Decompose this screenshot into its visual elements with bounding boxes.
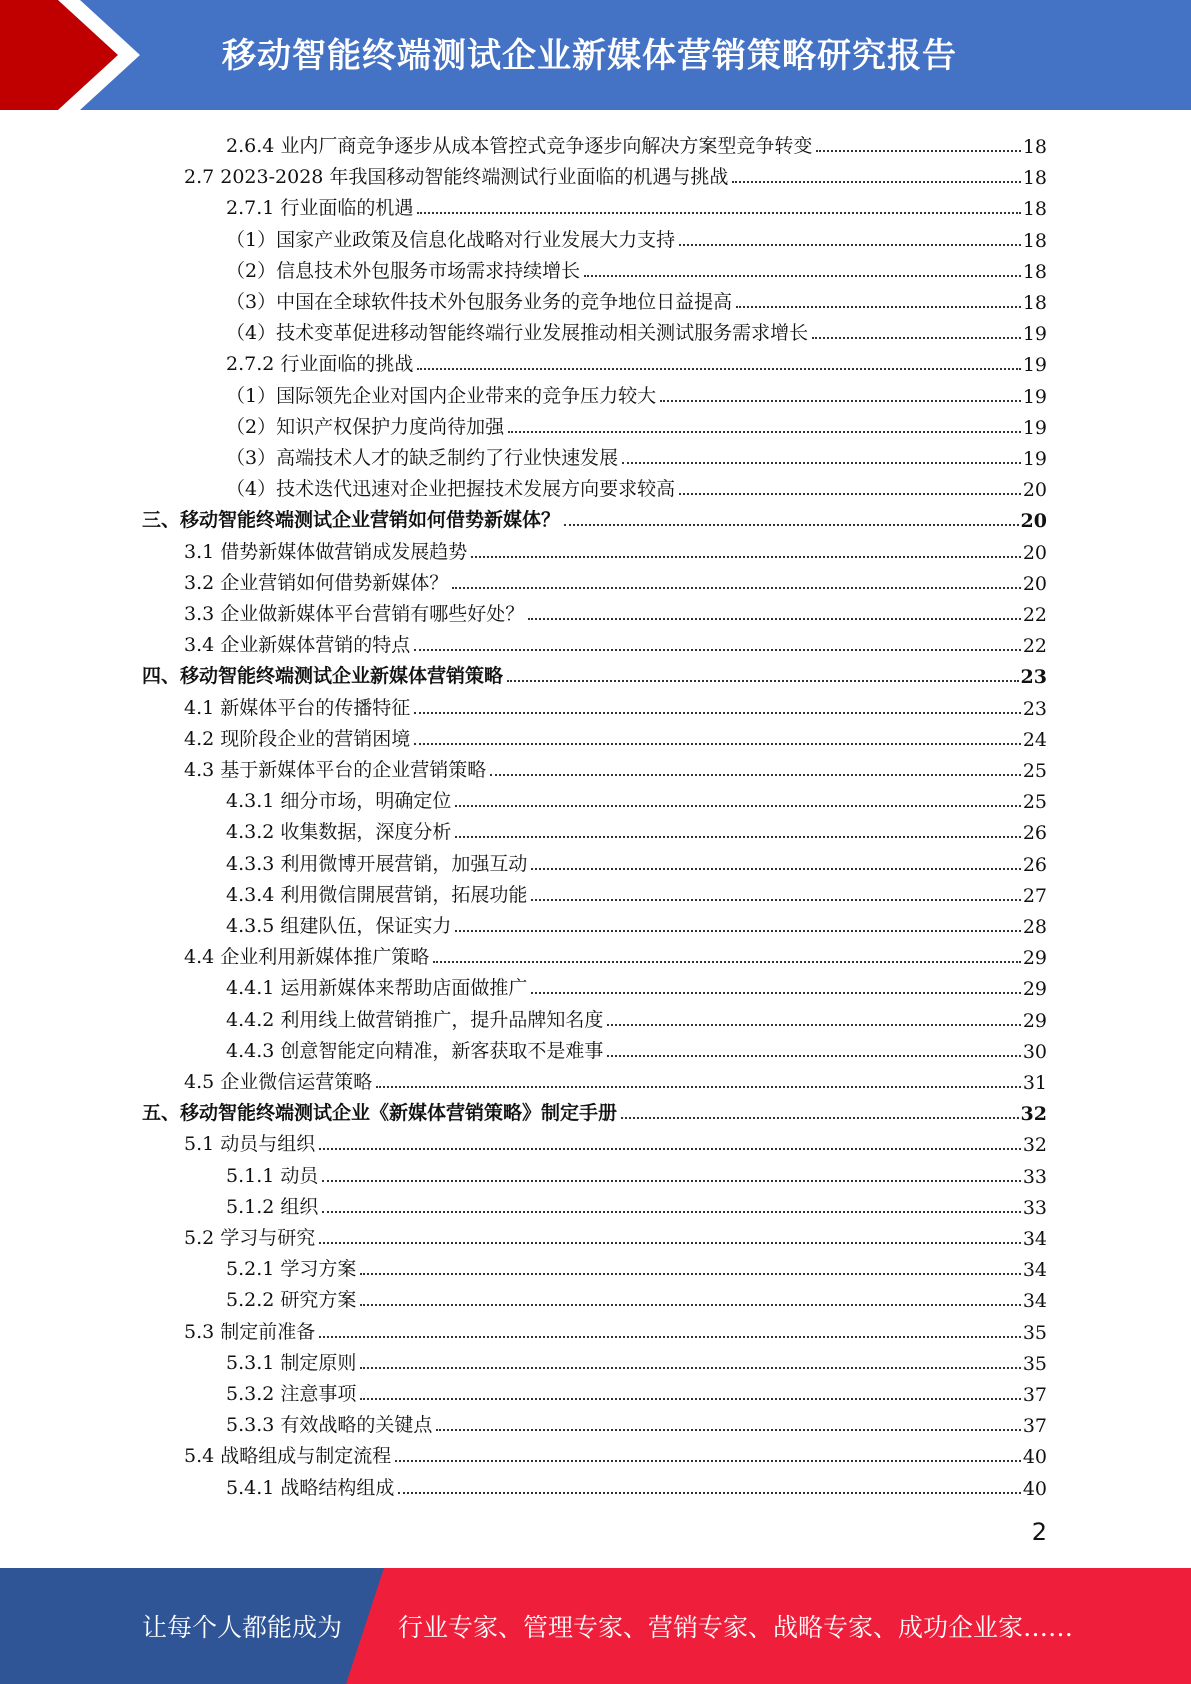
toc-entry[interactable] — [226, 127, 1047, 158]
toc-entry-label: 4.3.3 利用微博开展营销，加强互动 — [226, 852, 528, 875]
toc-entry[interactable] — [226, 408, 1047, 439]
toc-entry-page: 29 — [1022, 1009, 1047, 1032]
toc-entry-label: 4.5 企业微信运营策略 — [184, 1071, 373, 1093]
toc-entry-page: 27 — [1022, 884, 1047, 907]
toc-entry[interactable] — [226, 876, 1047, 907]
toc-entry[interactable] — [226, 1281, 1047, 1312]
toc-entry-label: （1）国家产业政策及信息化战略对行业发展大力支持 — [226, 228, 676, 251]
toc-dot-leader — [417, 368, 1020, 370]
toc-entry[interactable] — [226, 283, 1047, 314]
toc-entry-label: 5.2.2 研究方案 — [226, 1289, 357, 1312]
toc-entry-page: 25 — [1022, 791, 1047, 814]
toc-entry[interactable] — [226, 189, 1047, 220]
toc-dot-leader — [433, 961, 1021, 963]
toc-entry-page: 25 — [1022, 760, 1047, 782]
toc-entry-page: 20 — [1020, 510, 1047, 533]
toc-dot-leader — [621, 1117, 1019, 1119]
toc-entry[interactable] — [226, 439, 1047, 470]
red-chevron-arrow-icon — [0, 0, 118, 110]
toc-entry-label: 5.4 战略组成与制定流程 — [184, 1445, 392, 1468]
toc-entry[interactable] — [142, 657, 1047, 688]
toc-entry[interactable] — [184, 720, 1047, 751]
toc-entry-page: 18 — [1022, 136, 1047, 158]
toc-entry[interactable] — [226, 470, 1047, 501]
toc-entry-page: 29 — [1022, 978, 1047, 1001]
toc-entry-label: （4）技术迭代迅速对企业把握技术发展方向要求较高 — [226, 478, 676, 501]
toc-entry-page: 28 — [1022, 916, 1047, 938]
toc-entry[interactable] — [226, 345, 1047, 376]
toc-entry-page: 22 — [1022, 635, 1047, 658]
toc-entry[interactable] — [184, 595, 1047, 626]
toc-entry-label: 5.4.1 战略结构组成 — [226, 1476, 395, 1499]
toc-entry[interactable] — [226, 1188, 1047, 1219]
toc-entry[interactable] — [226, 1032, 1047, 1063]
toc-dot-leader — [736, 306, 1021, 308]
toc-entry-label: （3）高端技术人才的缺乏制约了行业快速发展 — [226, 447, 619, 469]
toc-entry-label: 4.3.5 组建队伍，保证实力 — [226, 915, 452, 937]
toc-dot-leader — [607, 1055, 1020, 1057]
toc-entry-label: 4.4.3 创意智能定向精准，新客获取不是难事 — [226, 1039, 604, 1062]
toc-entry-page: 24 — [1022, 728, 1047, 751]
footer-slogan-left: 让每个人都能成为 — [142, 1613, 343, 1642]
toc-dot-leader — [360, 1273, 1020, 1275]
toc-entry-label: 5.2.1 学习方案 — [226, 1258, 357, 1281]
toc-entry[interactable] — [184, 689, 1047, 720]
toc-entry-label: （3）中国在全球软件技术外包服务业务的竞争地位日益提高 — [226, 291, 733, 313]
toc-entry[interactable] — [226, 1001, 1047, 1032]
report-title: 移动智能终端测试企业新媒体营销策略研究报告 — [222, 36, 957, 76]
toc-entry-label: 2.7.1 行业面临的机遇 — [226, 197, 414, 220]
toc-dot-leader — [622, 462, 1021, 464]
toc-entry[interactable] — [226, 1250, 1047, 1281]
toc-entry-label: 4.4.1 运用新媒体来帮助店面做推广 — [226, 977, 528, 1000]
toc-entry-page: 23 — [1020, 666, 1047, 689]
footer-slogan-right: 行业专家、管理专家、营销专家、战略专家、成功企业家…… — [398, 1613, 1074, 1642]
toc-dot-leader — [816, 150, 1020, 152]
toc-dot-leader — [452, 587, 1021, 589]
page-footer — [0, 1568, 1191, 1684]
toc-entry-page: 19 — [1022, 323, 1047, 346]
toc-dot-leader — [436, 1429, 1020, 1431]
toc-entry-label: 5.2 学习与研究 — [184, 1227, 316, 1249]
toc-entry[interactable] — [184, 938, 1047, 969]
toc-entry-label: 4.3.4 利用微信開展营销，拓展功能 — [226, 883, 528, 906]
toc-entry-label: 5.1 动员与组织 — [184, 1133, 316, 1156]
toc-entry-page: 35 — [1022, 1352, 1047, 1375]
toc-entry-page: 19 — [1022, 385, 1047, 408]
toc-entry-page: 26 — [1022, 822, 1047, 845]
toc-dot-leader — [414, 712, 1021, 714]
toc-entry[interactable] — [184, 564, 1047, 595]
toc-entry[interactable] — [226, 377, 1047, 408]
toc-entry-label: 五、移动智能终端测试企业《新媒体营销策略》制定手册 — [142, 1102, 618, 1125]
toc-entry-label: 3.4 企业新媒体营销的特点 — [184, 634, 411, 657]
toc-dot-leader — [417, 212, 1020, 214]
toc-entry-label: 三、移动智能终端测试企业营销如何借势新媒体？ — [142, 509, 561, 532]
toc-entry-page: 34 — [1022, 1228, 1047, 1250]
toc-dot-leader — [414, 743, 1021, 745]
toc-entry[interactable] — [184, 1063, 1047, 1094]
toc-entry[interactable] — [184, 1437, 1047, 1468]
toc-entry-page: 33 — [1022, 1165, 1047, 1188]
toc-dot-leader — [660, 400, 1021, 402]
toc-dot-leader — [564, 524, 1019, 526]
toc-entry-page: 37 — [1022, 1384, 1047, 1406]
toc-entry[interactable] — [184, 751, 1047, 782]
toc-entry-page: 40 — [1022, 1477, 1047, 1500]
toc-entry[interactable] — [226, 1469, 1047, 1500]
toc-entry-label: 3.1 借势新媒体做营销成发展趋势 — [184, 540, 468, 563]
toc-entry[interactable] — [226, 907, 1047, 938]
toc-entry-page: 19 — [1022, 448, 1047, 470]
toc-dot-leader — [395, 1460, 1021, 1462]
toc-entry-label: 4.3 基于新媒体平台的企业营销策略 — [184, 759, 487, 781]
toc-entry-page: 34 — [1022, 1259, 1047, 1282]
toc-dot-leader — [322, 1180, 1020, 1182]
toc-entry-label: 5.3 制定前准备 — [184, 1320, 316, 1343]
toc-dot-leader — [360, 1304, 1020, 1306]
toc-entry[interactable] — [184, 1219, 1047, 1250]
toc-dot-leader — [531, 868, 1020, 870]
toc-entry[interactable] — [226, 221, 1047, 252]
toc-dot-leader — [490, 774, 1021, 776]
toc-entry[interactable] — [226, 1375, 1047, 1406]
toc-dot-leader — [531, 899, 1020, 901]
toc-entry[interactable] — [184, 158, 1047, 189]
toc-entry[interactable] — [226, 813, 1047, 844]
toc-dot-leader — [812, 337, 1021, 339]
toc-dot-leader — [732, 181, 1020, 183]
toc-entry-page: 18 — [1022, 167, 1047, 190]
toc-entry[interactable] — [226, 252, 1047, 283]
toc-entry-page: 20 — [1022, 479, 1047, 502]
toc-entry-page: 19 — [1022, 416, 1047, 439]
page-number: 2 — [1031, 1518, 1047, 1546]
toc-dot-leader — [528, 618, 1021, 620]
toc-entry[interactable] — [142, 501, 1047, 532]
toc-entry-label: 5.3.2 注意事项 — [226, 1383, 357, 1405]
toc-entry-label: 5.3.3 有效战略的关键点 — [226, 1414, 433, 1437]
toc-entry[interactable] — [226, 782, 1047, 813]
toc-entry[interactable] — [142, 1094, 1047, 1125]
toc-dot-leader — [471, 556, 1021, 558]
toc-dot-leader — [360, 1367, 1020, 1369]
toc-entry-page: 34 — [1022, 1290, 1047, 1313]
toc-dot-leader — [455, 930, 1020, 932]
toc-entry-label: 3.3 企业做新媒体平台营销有哪些好处？ — [184, 603, 525, 625]
toc-dot-leader — [376, 1086, 1021, 1088]
toc-entry[interactable] — [226, 314, 1047, 345]
toc-entry-label: 2.7.2 行业面临的挑战 — [226, 353, 414, 376]
toc-dot-leader — [319, 1336, 1021, 1338]
toc-entry-label: 5.1.1 动员 — [226, 1164, 319, 1187]
toc-entry-label: 2.6.4 业内厂商竞争逐步从成本管控式竞争逐步向解决方案型竞争转变 — [226, 135, 813, 157]
toc-dot-leader — [360, 1398, 1020, 1400]
toc-entry-page: 26 — [1022, 853, 1047, 876]
toc-entry-label: 5.3.1 制定原则 — [226, 1351, 357, 1374]
toc-dot-leader — [319, 1148, 1021, 1150]
toc-entry[interactable] — [184, 533, 1047, 564]
toc-entry-label: （1）国际领先企业对国内企业带来的竞争压力较大 — [226, 384, 657, 407]
toc-entry-page: 20 — [1022, 541, 1047, 564]
toc-entry-page: 18 — [1022, 260, 1047, 283]
toc-entry-page: 35 — [1022, 1321, 1047, 1344]
toc-entry[interactable] — [226, 1344, 1047, 1375]
toc-entry-page: 40 — [1022, 1446, 1047, 1469]
toc-entry-page: 30 — [1022, 1040, 1047, 1063]
toc-entry[interactable] — [184, 1313, 1047, 1344]
toc-entry-page: 23 — [1022, 697, 1047, 720]
toc-entry-page: 18 — [1022, 198, 1047, 221]
toc-entry-page: 19 — [1022, 354, 1047, 377]
toc-dot-leader — [507, 680, 1019, 682]
toc-entry-page: 37 — [1022, 1415, 1047, 1438]
toc-entry[interactable] — [226, 969, 1047, 1000]
toc-dot-leader — [531, 992, 1020, 994]
toc-entry-label: 4.4.2 利用线上做营销推广，提升品牌知名度 — [226, 1008, 604, 1031]
toc-entry-page: 29 — [1022, 947, 1047, 970]
toc-dot-leader — [508, 431, 1021, 433]
toc-dot-leader — [607, 1024, 1020, 1026]
toc-dot-leader — [679, 493, 1021, 495]
toc-entry[interactable] — [226, 845, 1047, 876]
toc-entry-label: 5.1.2 组织 — [226, 1195, 319, 1218]
toc-dot-leader — [455, 805, 1020, 807]
toc-entry-page: 31 — [1022, 1072, 1047, 1094]
toc-entry[interactable] — [226, 1406, 1047, 1437]
toc-entry-label: 2.7 2023-2028 年我国移动智能终端测试行业面临的机遇与挑战 — [184, 166, 729, 189]
toc-dot-leader — [398, 1492, 1020, 1494]
toc-entry-page: 18 — [1022, 229, 1047, 252]
toc-entry[interactable] — [184, 1125, 1047, 1156]
toc-entry-page: 20 — [1022, 572, 1047, 595]
toc-entry-label: 四、移动智能终端测试企业新媒体营销策略 — [142, 665, 504, 688]
toc-dot-leader — [679, 244, 1021, 246]
toc-entry-label: 3.2 企业营销如何借势新媒体？ — [184, 571, 449, 594]
toc-entry-label: （2）信息技术外包服务市场需求持续增长 — [226, 259, 581, 282]
toc-entry-page: 32 — [1020, 1103, 1047, 1126]
toc-entry-label: 4.3.1 细分市场，明确定位 — [226, 790, 452, 813]
toc-dot-leader — [584, 275, 1021, 277]
toc-entry-label: （2）知识产权保护力度尚待加强 — [226, 415, 505, 438]
toc-entry-label: 4.2 现阶段企业的营销困境 — [184, 727, 411, 750]
toc-entry-page: 22 — [1022, 604, 1047, 626]
toc-dot-leader — [319, 1242, 1021, 1244]
toc-entry-label: 4.3.2 收集数据，深度分析 — [226, 821, 452, 844]
toc-dot-leader — [455, 836, 1020, 838]
toc-dot-leader — [322, 1211, 1020, 1213]
toc-dot-leader — [414, 649, 1021, 651]
page-header — [0, 0, 1191, 110]
toc-entry-page: 33 — [1022, 1196, 1047, 1219]
toc-entry-page: 32 — [1022, 1134, 1047, 1157]
toc-entry-page: 18 — [1022, 292, 1047, 314]
toc-entry-label: 4.4 企业利用新媒体推广策略 — [184, 946, 430, 969]
toc-entry-label: 4.1 新媒体平台的传播特征 — [184, 696, 411, 719]
toc-entry[interactable] — [184, 626, 1047, 657]
toc-entry-label: （4）技术变革促进移动智能终端行业发展推动相关测试服务需求增长 — [226, 322, 809, 345]
toc-entry[interactable] — [226, 1157, 1047, 1188]
